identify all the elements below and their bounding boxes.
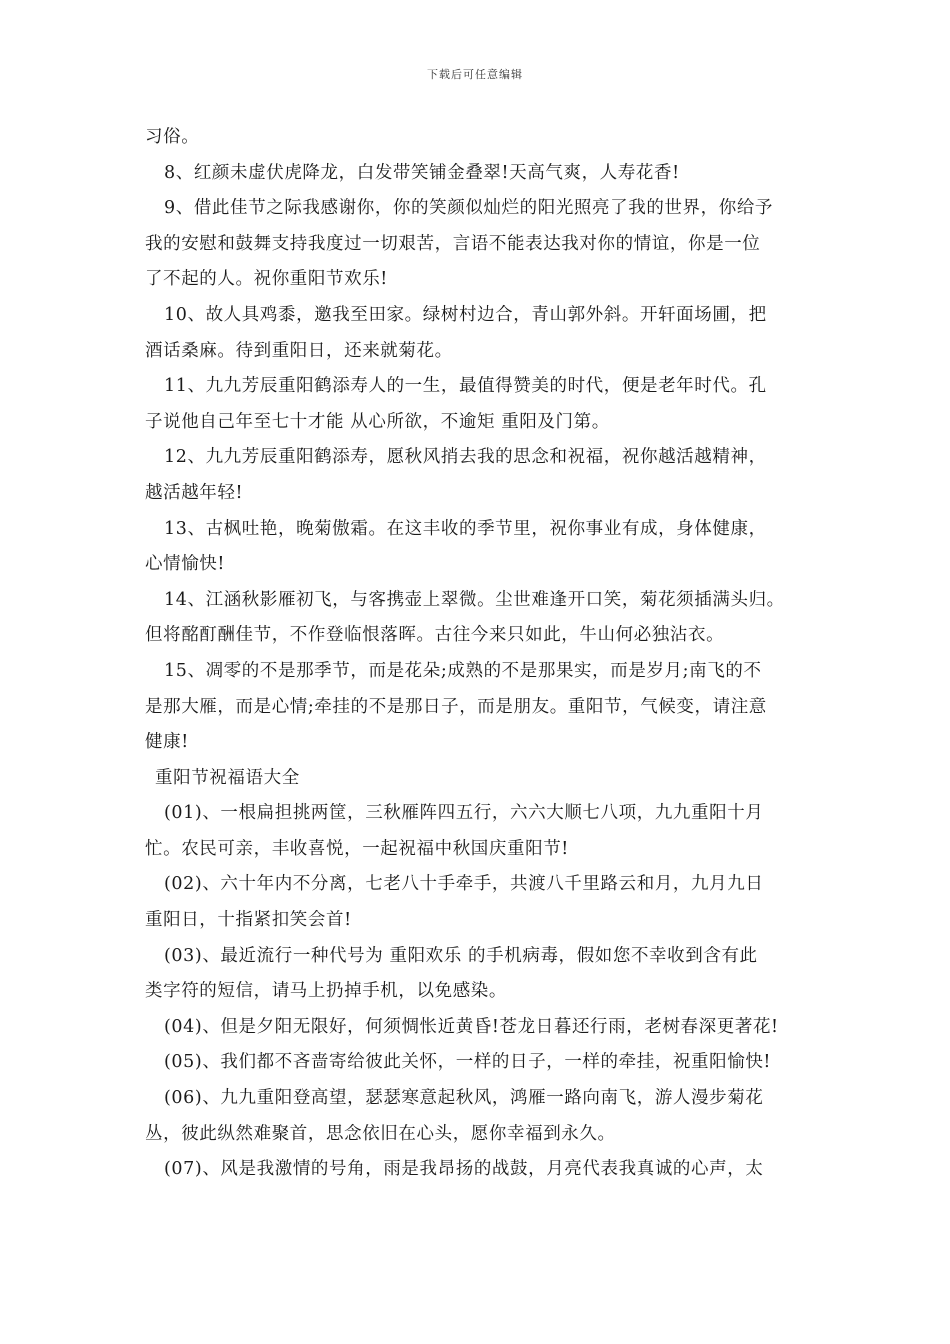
text-line: (07)、风是我激情的号角，雨是我昂扬的战鼓，月亮代表我真诚的心声，太 [164,1159,764,1180]
text-line: 越活越年轻! [145,482,244,503]
text-line: (06)、九九重阳登高望，瑟瑟寒意起秋风，鸿雁一路向南飞，游人漫步菊花 [164,1088,764,1109]
text-line: 丛，彼此纵然难聚首，思念依旧在心头，愿你幸福到永久。 [145,1123,616,1144]
text-line: 心情愉快! [145,554,226,575]
text-line: 是那大雁，而是心情;牵挂的不是那日子，而是朋友。重阳节，气候变，请注意 [145,696,767,717]
text-line: (02)、六十年内不分离，七老八十手牵手，共渡八千里路云和月，九月九日 [164,874,764,895]
section-heading: 重阳节祝福语大全 [155,767,300,788]
text-line: 11、九九芳辰重阳鹤添寿人的一生，最值得赞美的时代，便是老年时代。孔 [164,376,767,397]
text-line: 14、江涵秋影雁初飞，与客携壶上翠微。尘世难逢开口笑，菊花须插满头归。 [164,589,785,610]
text-line: (05)、我们都不吝啬寄给彼此关怀，一样的日子，一样的牵挂，祝重阳愉快! [164,1052,772,1073]
page-header: 下载后可任意编辑 [427,68,523,81]
text-line: 9、借此佳节之际我感谢你，你的笑颜似灿烂的阳光照亮了我的世界，你给予 [164,198,774,219]
text-line: (04)、但是夕阳无限好，何须惆怅近黄昏!苍龙日暮还行雨，老树春深更著花! [164,1016,779,1037]
text-line: 习俗。 [145,127,200,147]
text-line: 子说他自己年至七十才能 从心所欲，不逾矩 重阳及门第。 [145,411,610,432]
text-line: (01)、一根扁担挑两筐，三秋雁阵四五行，六六大顺七八项，九九重阳十月 [164,803,764,824]
text-line: (03)、最近流行一种代号为 重阳欢乐 的手机病毒，假如您不幸收到含有此 [164,945,758,966]
document-body [145,120,815,1188]
text-line: 了不起的人。祝你重阳节欢乐! [145,269,388,290]
text-line: 健康! [145,732,189,753]
text-line: 15、凋零的不是那季节，而是花朵;成熟的不是那果实，而是岁月;南飞的不 [164,660,762,681]
text-line: 酒话桑麻。待到重阳日，还来就菊花。 [145,340,453,361]
text-line: 我的安慰和鼓舞支持我度过一切艰苦，言语不能表达我对你的情谊，你是一位 [145,233,761,254]
text-line: 但将酩酊酬佳节，不作登临恨落晖。古往今来只如此，牛山何必独沾衣。 [145,625,725,646]
text-line: 10、故人具鸡黍，邀我至田家。绿树村边合，青山郭外斜。开轩面场圃，把 [164,304,767,325]
text-line: 12、九九芳辰重阳鹤添寿，愿秋风捎去我的思念和祝福，祝你越活越精神， [164,447,767,468]
text-line: 忙。农民可亲，丰收喜悦，一起祝福中秋国庆重阳节! [145,838,569,859]
text-line: 13、古枫吐艳，晚菊傲霜。在这丰收的季节里，祝你事业有成，身体健康， [164,518,767,539]
text-line: 重阳日，十指紧扣笑会首! [145,910,352,931]
text-line: 8、红颜未虚伏虎降龙，白发带笑铺金叠翠!天高气爽，人寿花香! [164,162,680,183]
text-line: 类字符的短信，请马上扔掉手机，以免感染。 [145,981,507,1002]
